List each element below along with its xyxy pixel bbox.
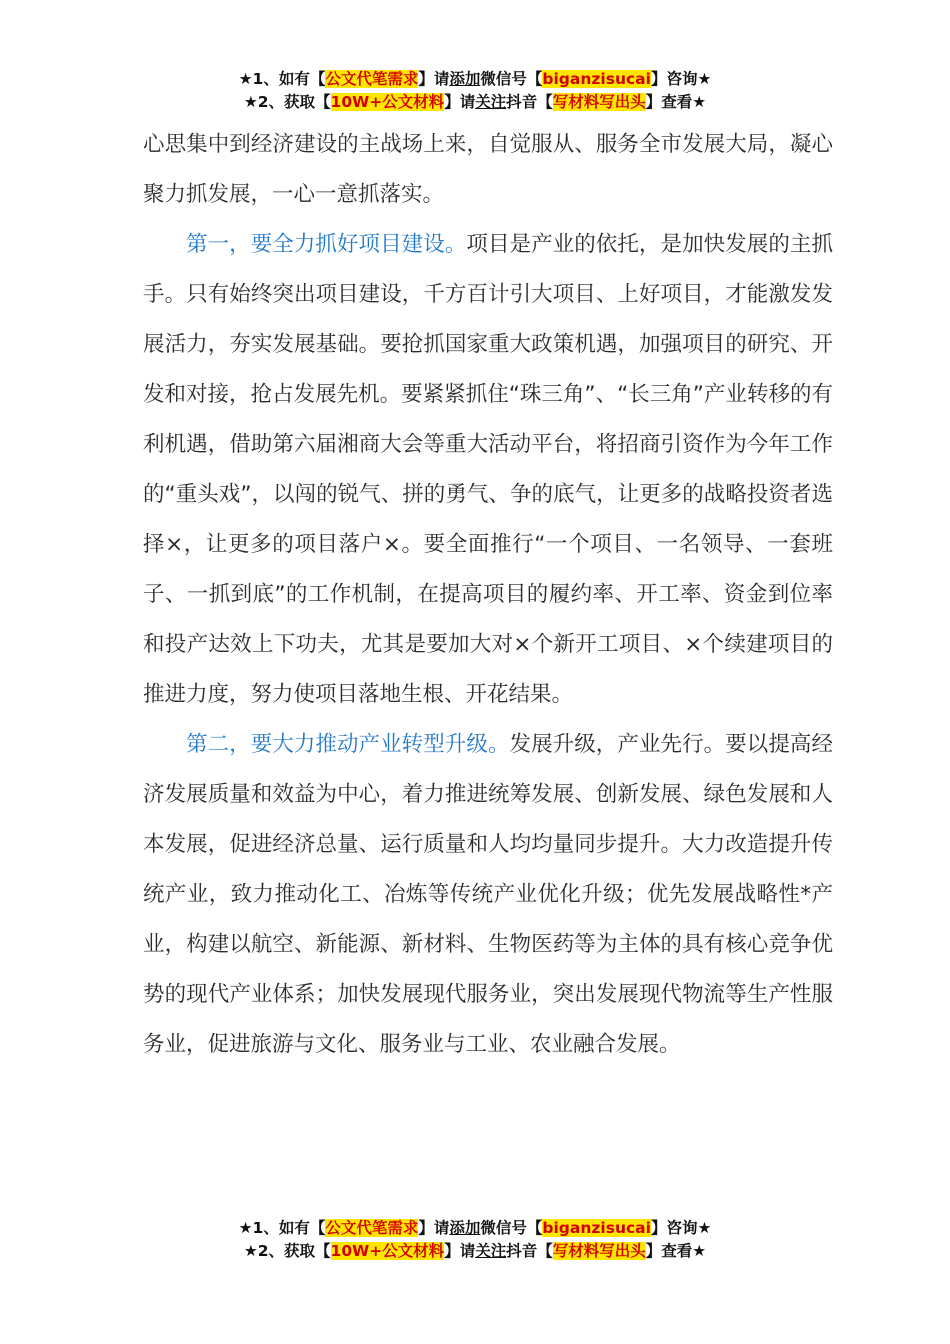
paragraph-text: 发展升级，产业先行。要以提高经济发展质量和效益为中心，着力推进统筹发展、创新发展、绿色发展和人本发展，促进经济总量、运行质量和人均均量同步提升。大力改造提升传统产业，致力推动化工、冶炼等传统产业优化升级；优先发展战略性*产业，构建以航空、新能源、新材料、生物医药等为主体的具有核心竞争优势的现代产业体系；加快发展现代服务业，突出发展现代物流等生产性服务业，促进旅游与文化、服务业与工业、农业融合发展。 [143,732,833,1057]
banner-text: ★2、获取【 [243,93,331,111]
banner-text: 微信号【 [480,1219,543,1237]
banner-text: 抖音【 [506,1242,553,1260]
paragraph-continuation: 心思集中到经济建设的主战场上来，自觉服从、服务全市发展大局，凝心聚力抓发展，一心一意抓落实。 [143,132,833,207]
banner-line-1 [0,1217,950,1240]
banner-text: ★1、如有【 [238,1219,326,1237]
banner-text: 微信号【 [480,70,543,88]
highlight-materials: 10W+公文材料 [330,93,445,111]
banner-text: 】咨询★ [650,1219,712,1237]
highlight-douyin-account: 写材料写出头 [552,93,646,111]
banner-text: 】请 [418,70,450,88]
highlight-douyin-account: 写材料写出头 [552,1242,646,1260]
banner-text: 】请 [418,1219,450,1237]
underlined-word: 添加 [449,70,481,88]
paragraph-lead-heading: 第二，要大力推动产业转型升级。 [186,732,510,757]
banner-text: 】请 [444,93,476,111]
banner-text: 】请 [444,1242,476,1260]
document-body [143,120,833,1070]
header-banner [0,68,950,114]
highlight-service: 公文代笔需求 [325,1219,419,1237]
footer-banner [0,1217,950,1263]
banner-text: 】查看★ [645,1242,707,1260]
banner-text: 】咨询★ [650,70,712,88]
paragraph-text: 项目是产业的依托，是加快发展的主抓手。只有始终突出项目建设，千方百计引大项目、上好项目，才能激发发展活力，夯实发展基础。要抢抓国家重大政策机遇，加强项目的研究、开发和对接，抢占发展先机。要紧紧抓住“珠三角”、“长三角”产业转移的有利机遇，借助第六届湘商大会等重大活动平台，将招商引资作为今年工作的“重头戏”，以闯的锐气、拼的勇气、争的底气，让更多的战略投资者选择×，让更多的项目落户×。要全面推行“一个项目、一名领导、一套班子、一抓到底”的工作机制，在提高项目的履约率、开工率、资金到位率和投产达效上下功夫，尤其是要加大对×个新开工项目、×个续建项目的推进力度，努力使项目落地生根、开花结果。 [143,232,833,707]
highlight-materials: 10W+公文材料 [330,1242,445,1260]
underlined-word: 关注 [475,1242,507,1260]
banner-line-2 [0,1240,950,1263]
banner-text: 抖音【 [506,93,553,111]
highlight-wechat-id: biganzisucai [542,1219,651,1237]
paragraph-project-construction [143,220,833,720]
banner-line-1 [0,68,950,91]
highlight-service: 公文代笔需求 [325,70,419,88]
underlined-word: 关注 [475,93,507,111]
paragraph-lead-heading: 第一，要全力抓好项目建设。 [186,232,467,257]
underlined-word: 添加 [449,1219,481,1237]
highlight-wechat-id: biganzisucai [542,70,651,88]
paragraph-industry-upgrade [143,720,833,1070]
banner-text: 】查看★ [645,93,707,111]
banner-line-2 [0,91,950,114]
banner-text: ★1、如有【 [238,70,326,88]
banner-text: ★2、获取【 [243,1242,331,1260]
